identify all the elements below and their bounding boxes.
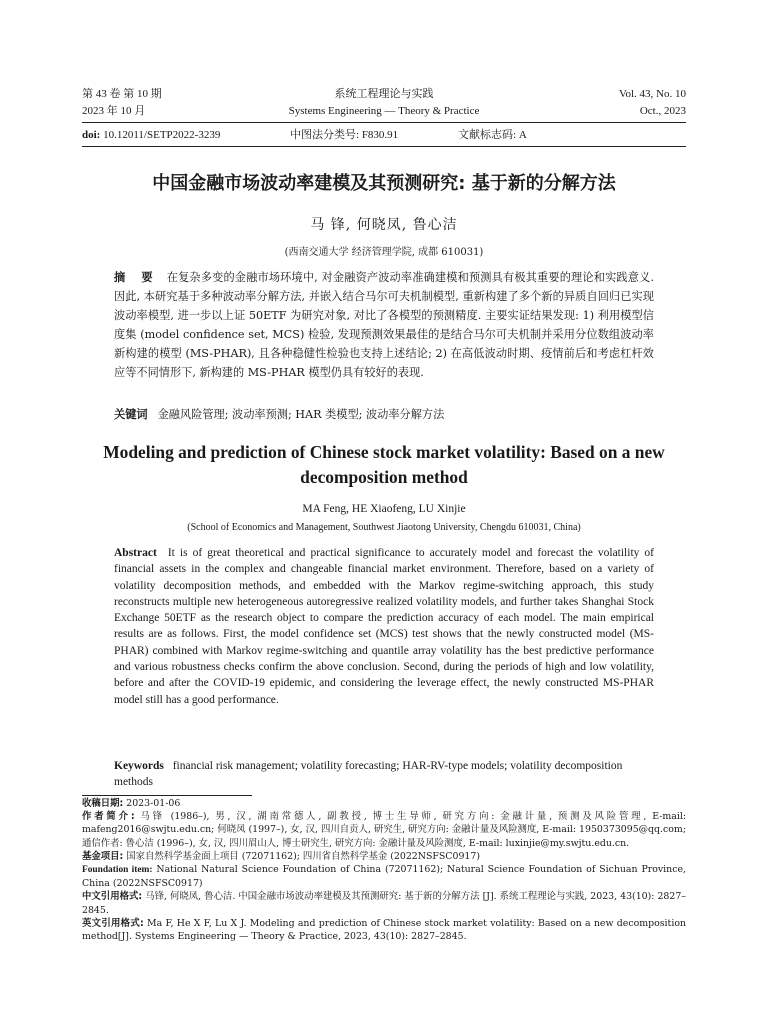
- footnote-bio: [82, 810, 686, 850]
- header-volume-cn: 第 43 卷 第 10 期: [82, 88, 162, 100]
- affiliation-en: (School of Economics and Management, Southwest Jiaotong University, Chengdu 610031, China): [187, 522, 581, 533]
- footnotes: [82, 797, 686, 943]
- doc-code-value: A: [518, 129, 527, 141]
- clc-label: 中图法分类号:: [290, 129, 360, 141]
- keywords-en-text: financial risk management; volatility forecasting; HAR-RV-type models; volatility decomposition methods: [114, 760, 623, 789]
- footnote-cite-en: [82, 917, 686, 943]
- journal-header: [82, 86, 686, 120]
- header-rule-top: [82, 122, 686, 123]
- cite-en-label: 英文引用格式:: [82, 917, 144, 929]
- footnote-received: [82, 797, 686, 810]
- header-rule-bottom: [82, 146, 686, 147]
- abstract-en: [114, 545, 654, 708]
- cite-cn-label: 中文引用格式:: [82, 891, 143, 903]
- footnote-fund-en: [82, 863, 686, 890]
- header-center: [82, 86, 686, 120]
- clc-value: F830.91: [361, 129, 399, 141]
- header-journal-en: Systems Engineering — Theory & Practice: [288, 105, 480, 117]
- keywords-cn-label: 关键词: [114, 408, 148, 421]
- abstract-en-label: Abstract: [114, 547, 157, 559]
- authors-cn: 马 锋, 何晓凤, 鲁心洁: [310, 217, 458, 233]
- footnote-fund-cn: [82, 850, 686, 863]
- bio-text: 马锋 (1986–), 男, 汉, 湖南常德人, 副教授, 博士生导师, 研究方向: 金融计量, 预测及风险管理, E-mail: mafeng2016@swjtu.edu.cn; 何晓凤 (1997–), 女, 汉, 四川自贡人, 研究生, 研究方向: 金融计量及风险测度, E-mail: 1950373095@qq.com; 通信作者: 鲁心洁 (1996–), 女, 汉, 四川眉山人, 博士研究生, 研究方向: 金融计量及风险测度, E-mail: luxinjie@my.swjtu.edu.cn.: [82, 811, 687, 849]
- doc-code-label: 文献标志码:: [458, 129, 517, 141]
- footnote-cite-cn: [82, 890, 686, 916]
- cite-cn-text: 马锋, 何晓凤, 鲁心洁. 中国金融市场波动率建模及其预测研究: 基于新的分解方法 [J]. 系统工程理论与实践, 2023, 43(10): 2827–2845.: [82, 891, 686, 916]
- title-en: Modeling and prediction of Chinese stock market volatility: Based on a new decomposition method: [103, 442, 665, 487]
- header-right: [619, 86, 686, 120]
- received-label: 收稿日期:: [82, 798, 124, 809]
- doi-label: doi:: [82, 129, 101, 141]
- doi-value[interactable]: 10.12011/SETP2022-3239: [103, 129, 221, 141]
- fund-cn-label: 基金项目:: [82, 850, 124, 862]
- authors-en: MA Feng, HE Xiaofeng, LU Xinjie: [302, 503, 466, 515]
- abstract-cn-label: 摘 要: [114, 271, 159, 284]
- footnote-rule: [82, 795, 252, 796]
- title-cn: 中国金融市场波动率建模及其预测研究: 基于新的分解方法: [152, 173, 616, 194]
- abstract-cn: [114, 268, 654, 382]
- header-date-cn: 2023 年 10 月: [82, 105, 146, 117]
- fund-en-text: National Natural Science Foundation of China (72071162); Natural Science Foundation of Sichuan Province, China (2022NSFSC0917): [82, 864, 686, 890]
- header-volume-en: Vol. 43, No. 10: [618, 88, 686, 100]
- bio-label: 作者简介:: [82, 811, 135, 823]
- cite-en-text: Ma F, He X F, Lu X J. Modeling and prediction of Chinese stock market volatility: Based on a new decomposition method[J]. Systems Engineering — Theory & Practice, 2023, 43(10): 2827–2845.: [82, 917, 687, 943]
- keywords-cn: [114, 406, 654, 423]
- fund-en-label: Foundation item:: [82, 865, 153, 876]
- keywords-en: [114, 758, 654, 791]
- header-date-en: Oct., 2023: [639, 105, 686, 117]
- keywords-en-label: Keywords: [114, 760, 164, 772]
- fund-cn-text: 国家自然科学基金面上项目 (72071162); 四川省自然科学基金 (2022NSFSC0917): [126, 850, 481, 862]
- affiliation-cn: (西南交通大学 经济管理学院, 成都 610031): [284, 247, 484, 258]
- header-journal-cn: 系统工程理论与实践: [334, 88, 434, 100]
- abstract-cn-text: 在复杂多变的金融市场环境中, 对金融资产波动率准确建模和预测具有极其重要的理论和实践意义. 因此, 本研究基于多种波动率分解方法, 并嵌入结合马尔可夫机制模型, 重新构建了多个新的异质自回归已实现波动率模型, 进一步以上证 50ETF 为研究对象, 对比了各模型的预测精度. 主要实证结果发现: 1) 利用模型信度集 (model confidence set, MCS) 检验, 发现预测效果最佳的是结合马尔可夫机制并采用分位数组波动率新构建的模型 (MS-PHAR), 且各种稳健性检验也支持上述结论; 2) 在高低波动时期、疫情前后和考虑杠杆效应等不同情形下, 新构建的 MS-PHAR 模型仍具有较好的表现.: [114, 271, 655, 379]
- received-date: 2023-01-06: [126, 798, 181, 809]
- abstract-en-text: It is of great theoretical and practical significance to accurately model and forecast the volatility of financial assets in the complex and changeable financial market environment. Therefore, based on a variety of volatility decomposition methods, and embedded with the Markov regime-switching approach, this study reconstructs multiple new heterogeneous autoregressive realized volatility models, and further takes Shanghai Stock Exchange 50ETF as the research object to compare the prediction accuracy of each model. The main empirical results are as follows. First, the model confidence set (MCS) test shows that the newly constructed model (MS-PHAR) combined with Markov regime-switching and quantile array volatility has the best predictive performance and various robustness checks confirm the above conclusion. Second, during the periods of high and low volatility, before and after the COVID-19 epidemic, and considering the leverage effect, the newly constructed MS-PHAR model still has a good performance.: [114, 547, 655, 706]
- article-meta: [82, 128, 686, 142]
- keywords-cn-text: 金融风险管理; 波动率预测; HAR 类模型; 波动率分解方法: [157, 408, 445, 421]
